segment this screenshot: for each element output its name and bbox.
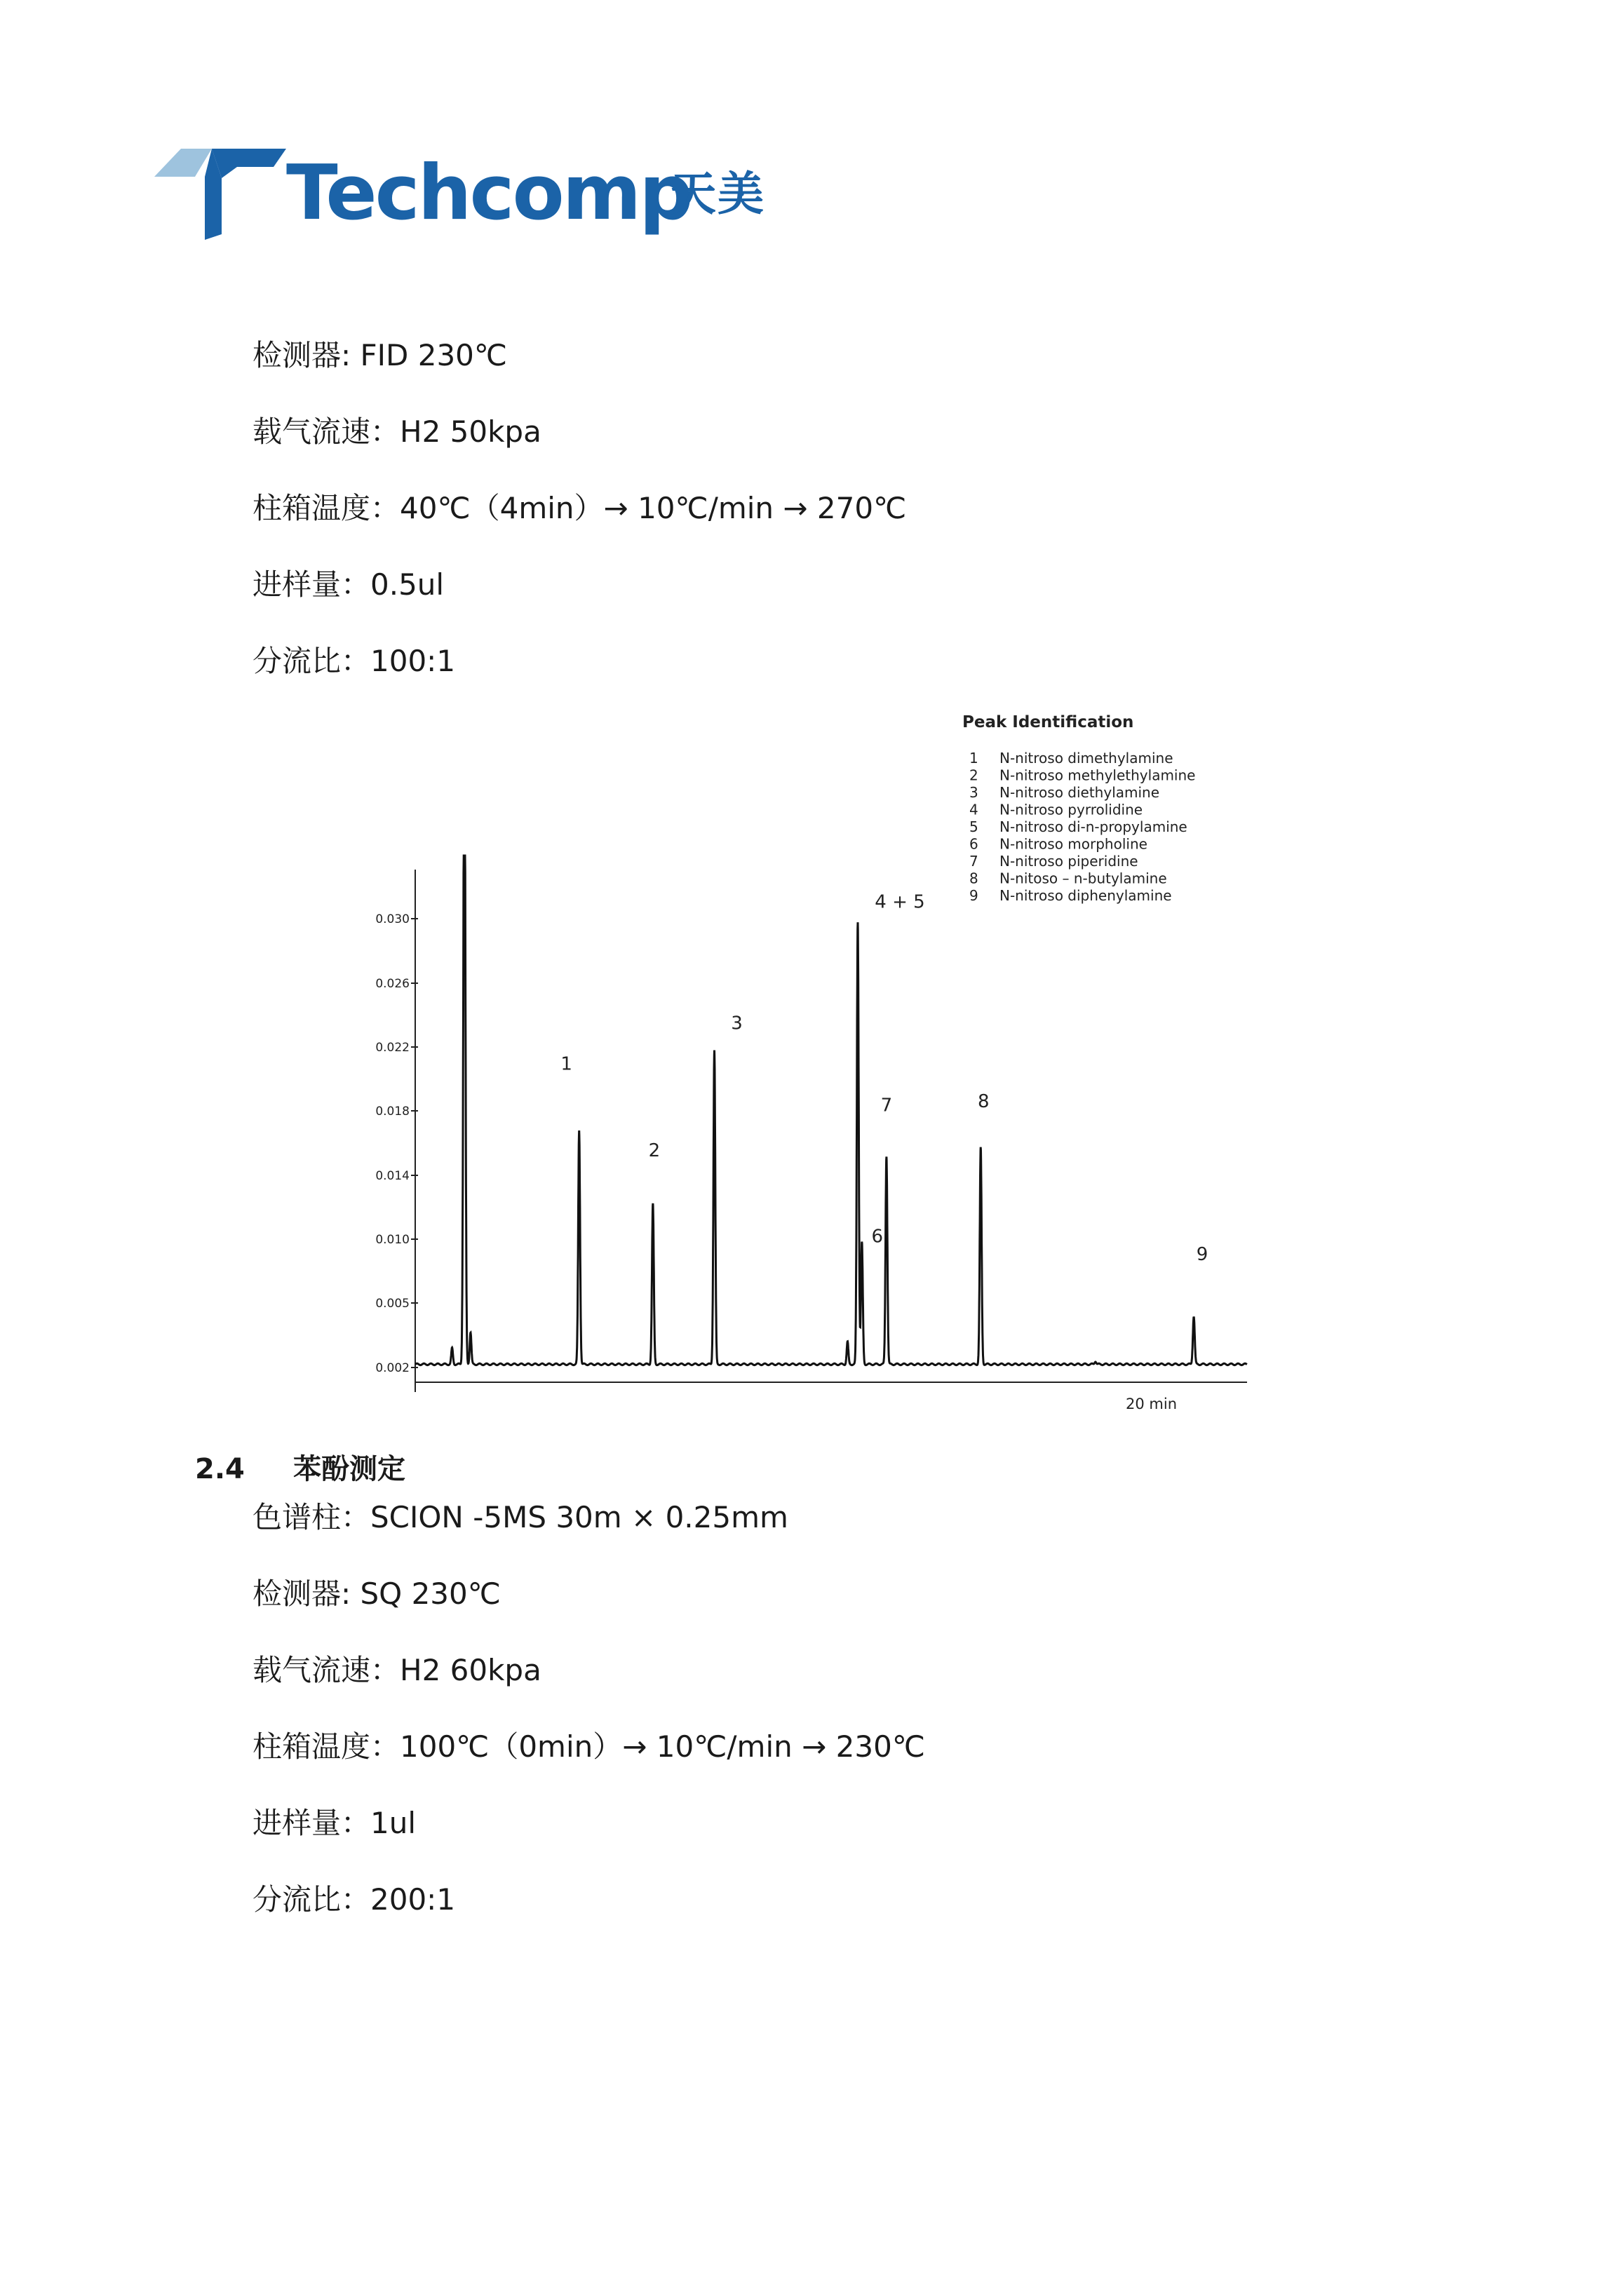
legend-entry-number: 9 <box>969 887 978 904</box>
carrier-gas-line: 载气流速：H2 50kpa <box>252 414 541 449</box>
legend-entry-name: N-nitroso methylethylamine <box>999 767 1196 784</box>
legend-entry-number: 8 <box>969 870 978 887</box>
peak-label: 4 + 5 <box>875 891 925 913</box>
split-ratio-line-2: 分流比：200:1 <box>252 1882 456 1917</box>
peak-label: 3 <box>731 1013 743 1034</box>
techcomp-logo <box>154 149 786 240</box>
legend-entry-name: N-nitroso diphenylamine <box>999 887 1172 904</box>
oven-temperature-line-2: 柱箱温度：100℃（0min）→ 10℃/min → 230℃ <box>252 1729 925 1764</box>
carrier-gas-line-2: 载气流速：H2 60kpa <box>252 1653 541 1687</box>
y-tick-label: 0.018 <box>375 1105 410 1119</box>
techcomp-mark-icon <box>154 149 288 240</box>
peak-label: 6 <box>871 1226 884 1248</box>
chromatogram-chart <box>365 708 1248 1424</box>
legend-entry-number: 3 <box>969 784 978 801</box>
y-tick-label: 0.005 <box>375 1297 410 1311</box>
chart-axes <box>415 870 1247 1392</box>
legend-entry-name: N-nitroso piperidine <box>999 853 1138 870</box>
brand-name-chinese: 天美 <box>670 167 765 221</box>
section-title: 苯酚测定 <box>293 1453 405 1485</box>
peak-label: 2 <box>648 1140 661 1161</box>
legend-entry-number: 1 <box>969 750 978 767</box>
peak-label: 7 <box>880 1095 893 1116</box>
brand-name: Techcomp <box>286 149 692 237</box>
peak-label: 8 <box>977 1090 990 1112</box>
legend-entry-name: N-nitroso dimethylamine <box>999 750 1173 767</box>
legend <box>962 713 1195 904</box>
legend-entry-name: N-nitroso pyrrolidine <box>999 801 1143 818</box>
peak-label: 9 <box>1196 1243 1208 1265</box>
legend-entry-number: 7 <box>969 853 978 870</box>
x-axis-end-label: 20 min <box>1126 1396 1177 1412</box>
y-tick-label: 0.002 <box>375 1361 410 1375</box>
y-tick-label: 0.010 <box>375 1233 410 1247</box>
legend-entry-number: 5 <box>969 818 978 835</box>
section-heading <box>195 1452 405 1487</box>
legend-entry-name: N-nitroso diethylamine <box>999 784 1160 801</box>
chromatogram-trace <box>415 856 1247 1365</box>
y-tick-label: 0.022 <box>375 1041 410 1055</box>
detector-line-2: 检测器: SQ 230℃ <box>252 1576 501 1611</box>
y-tick-label: 0.026 <box>375 977 410 991</box>
injection-volume-line: 进样量：0.5ul <box>252 567 445 602</box>
split-ratio-line: 分流比：100:1 <box>252 644 456 678</box>
legend-entry-name: N-nitroso morpholine <box>999 835 1147 853</box>
legend-entry-number: 6 <box>969 835 978 853</box>
peak-label: 1 <box>560 1053 572 1075</box>
injection-volume-line-2: 进样量：1ul <box>252 1806 417 1840</box>
legend-entry-number: 2 <box>969 767 978 784</box>
legend-title: Peak Identification <box>962 713 1134 731</box>
legend-entry-name: N-nitroso di-n-propylamine <box>999 818 1187 835</box>
detector-line: 检测器: FID 230℃ <box>252 338 508 372</box>
legend-entry-number: 4 <box>969 801 978 818</box>
column-line: 色谱柱：SCION -5MS 30m × 0.25mm <box>252 1500 788 1534</box>
section-number: 2.4 <box>195 1453 245 1485</box>
y-tick-label: 0.030 <box>375 912 410 926</box>
y-tick-label: 0.014 <box>375 1169 410 1183</box>
oven-temperature-line: 柱箱温度：40℃（4min）→ 10℃/min → 270℃ <box>252 491 907 525</box>
legend-entry-name: N-nitoso – n-butylamine <box>999 870 1167 887</box>
